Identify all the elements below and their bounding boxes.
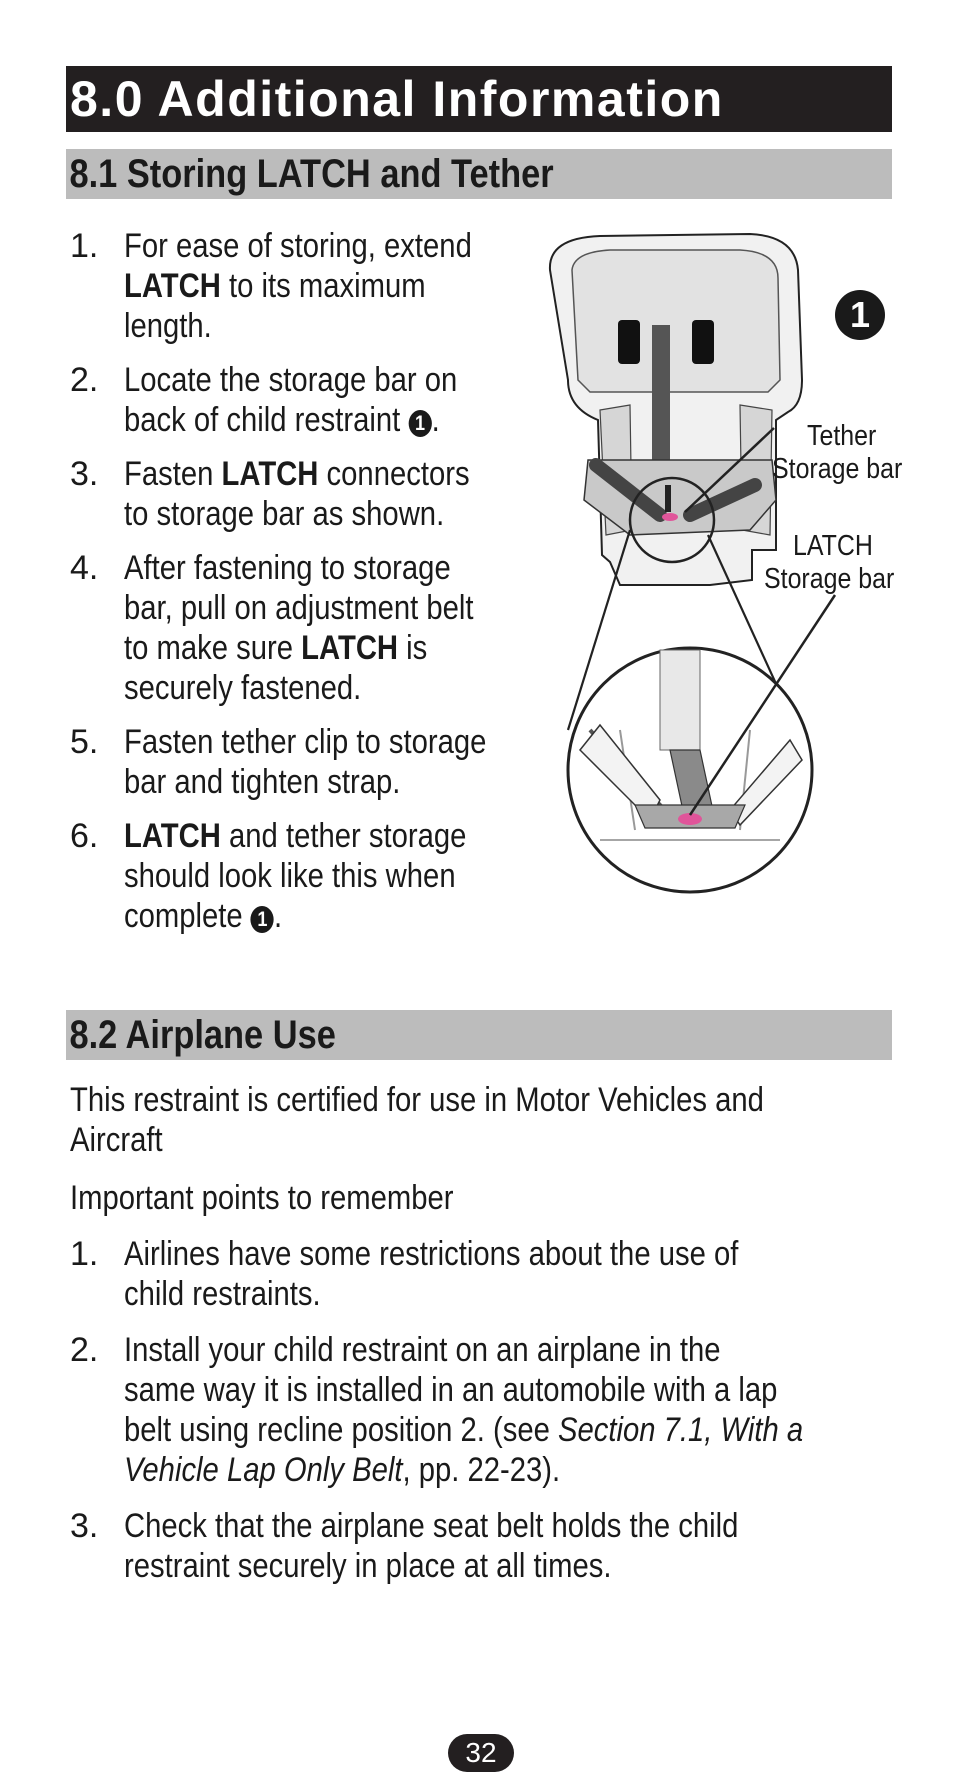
storing-steps-list — [66, 226, 545, 936]
section-title: 8.2 Airplane Use — [69, 1013, 336, 1057]
list-item: 3. Fasten LATCH connectors to storage bar as shown. — [70, 455, 470, 533]
latch-storage-label: LATCH Storage bar — [764, 530, 895, 595]
latch-storage-figure — [540, 230, 920, 900]
list-item: 1. For ease of storing, extend LATCH to its maximum length. — [70, 227, 472, 345]
points-heading: Important points to remember — [70, 1179, 454, 1217]
section-heading-bar — [66, 149, 892, 199]
list-item: 2. Install your child restraint on an airplane in the same way it is installed in an automobile with a lap belt using recline position 2. (see Section 7.1, With a Vehicle Lap Only Belt, pp. 22-23). — [70, 1331, 804, 1489]
tether-storage-label: Tether Storage bar — [772, 420, 903, 485]
chapter-title-bar — [66, 66, 892, 132]
figure-number-badge: 1 — [835, 290, 885, 340]
page-number-badge — [448, 1734, 514, 1772]
chapter-title: 8.0 Additional Information — [70, 71, 724, 127]
section-heading-bar — [66, 1010, 892, 1060]
list-item: 5. Fasten tether clip to storage bar and tighten strap. — [70, 723, 487, 801]
figure-ref-badge: 1 — [251, 906, 274, 933]
intro-paragraph: This restraint is certified for use in Motor Vehicles and Aircraft — [70, 1081, 764, 1159]
list-item: 2. Locate the storage bar on back of child restraint 1 . — [70, 361, 458, 439]
airplane-points-list — [66, 1234, 914, 1586]
list-item: 1. Airlines have some restrictions about the use of child restraints. — [70, 1235, 739, 1313]
section-title: 8.1 Storing LATCH and Tether — [69, 152, 554, 196]
list-item: 3. Check that the airplane seat belt holds the child restraint securely in place at all times. — [70, 1507, 739, 1585]
figure-ref-badge: 1 — [408, 410, 431, 437]
page-number: 32 — [465, 1737, 497, 1768]
list-item: 6. LATCH and tether storage should look like this when complete 1 . — [70, 817, 467, 935]
list-item: 4. After fastening to storage bar, pull on adjustment belt to make sure LATCH is securely fastened. — [70, 549, 474, 707]
